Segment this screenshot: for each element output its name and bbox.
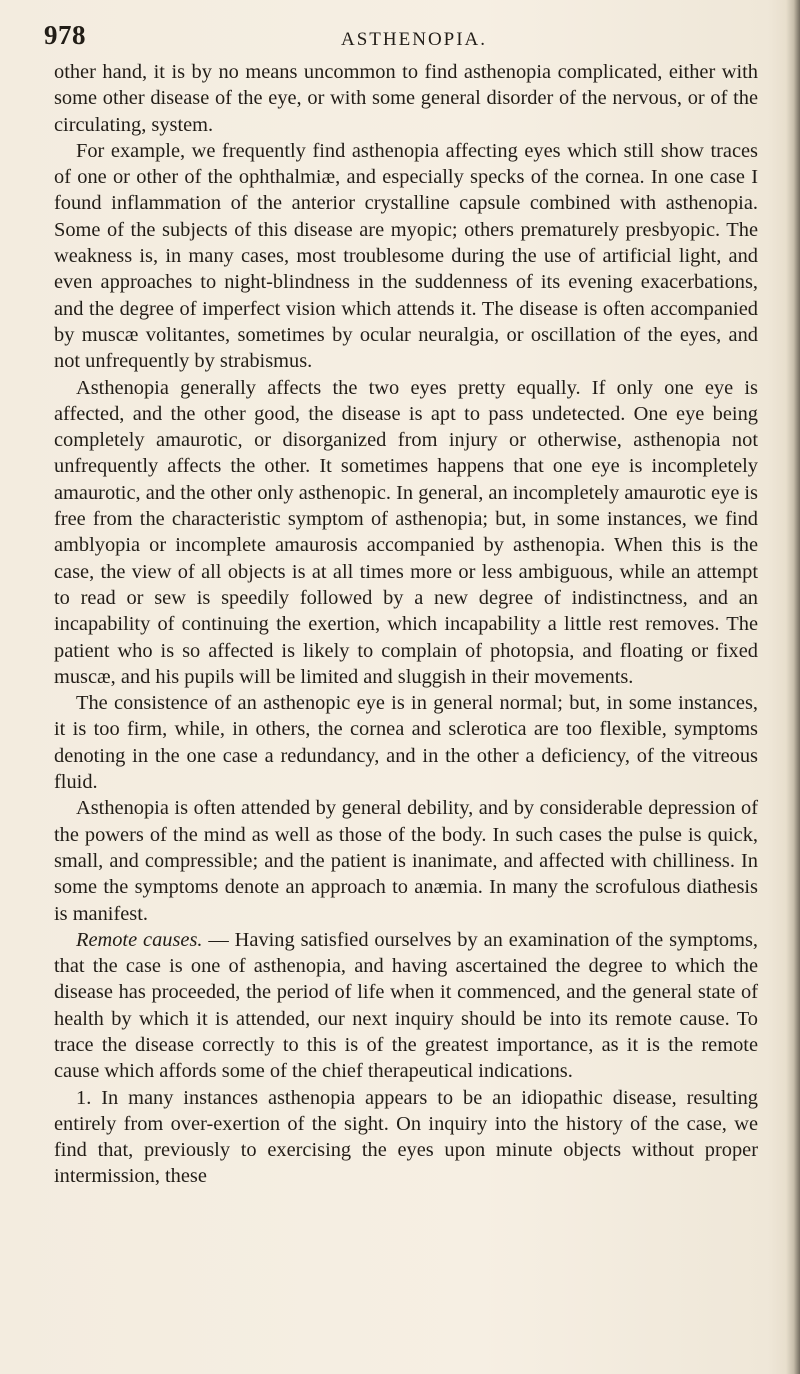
remote-causes-heading: Remote causes. — [76, 928, 203, 951]
running-head: ASTHENOPIA. — [341, 29, 488, 50]
numbered-item-1: 1. In many instances asthenopia appears to be an idiopathic disease, resulting entirely from over-exertion of the sight. On inquiry into the history of the case, we find that, previously to exercising the eyes upon minute objects without proper intermission, these — [54, 1086, 758, 1188]
remote-causes-text: — Having satisfied ourselves by an examination of the symptoms, that the case is one of asthenopia, and having ascertained the degree to which the disease has proceeded, the period of life when it commenced, and the general state of health by which it is attended, our next inquiry should be into its remote cause. To trace the disease correctly to this is of the greatest importance, as it is the remote cause which affords some of the chief therapeutical indications. — [54, 928, 759, 1083]
page-edge-shadow — [786, 0, 800, 1374]
paragraph-both-eyes: Asthenopia generally affects the two eyes pretty equally. If only one eye is affected, and the other good, the disease is apt to pass undetected. One eye being completely amaurotic, or disorganized from injury or otherwise, asthenopia not unfrequently affects the other. It sometimes happens that one eye is incompletely amaurotic, and the other only asthenopic. In general, an incompletely amaurotic eye is free from the characteristic symptom of asthenopia; but, in some instances, we find amblyopia or incomplete amaurosis accompanied by asthenopia. When this is the case, the view of all objects is at all times more or less ambiguous, while an attempt to read or sew is speedily followed by a new degree of indistinctness, and an incapability of continuing the exertion, which incapability a little rest removes. The patient who is so affected is likely to complain of photopsia, and floating or fixed muscæ, and his pupils will be limited and sluggish in their movements. — [54, 376, 758, 688]
body-text — [54, 59, 758, 1190]
paragraph-remote-causes — [54, 927, 758, 1085]
page-header — [44, 20, 740, 54]
paragraph-continuation: other hand, it is by no means uncommon to find asthenopia complicated, either with some other disease of the eye, or with some general disorder of the nervous, or of the circulating, system. — [54, 61, 758, 136]
paragraph-consistence: The consistence of an asthenopic eye is in general normal; but, in some instances, it is too firm, while, in others, the cornea and sclerotica are too flexible, symptoms denoting in the one case a redundancy, and in the other a deficiency, of the vitreous fluid. — [54, 692, 758, 794]
paragraph-debility: Asthenopia is often attended by general debility, and by considerable depression of the powers of the mind as well as those of the body. In such cases the pulse is quick, small, and compressible; and the patient is inanimate, and affected with chilliness. In some the symptoms denote an approach to anæmia. In many the scrofulous diathesis is manifest. — [54, 797, 758, 925]
paragraph-examples: For example, we frequently find asthenopia affecting eyes which still show traces of one or other of the ophthalmiæ, and especially specks of the cornea. In one case I found inflammation of the anterior crystalline capsule combined with asthenopia. Some of the subjects of this disease are myopic; others prematurely presbyopic. The weakness is, in many cases, most troublesome during the use of artificial light, and even approaches to night-blindness in the suddenness of its evening exacerbations, and the degree of imperfect vision which attends it. The disease is often accompanied by muscæ volitantes, sometimes by ocular neuralgia, or oscillation of the eyes, and not unfrequently by strabismus. — [54, 139, 758, 373]
page-number: 978 — [44, 20, 86, 50]
